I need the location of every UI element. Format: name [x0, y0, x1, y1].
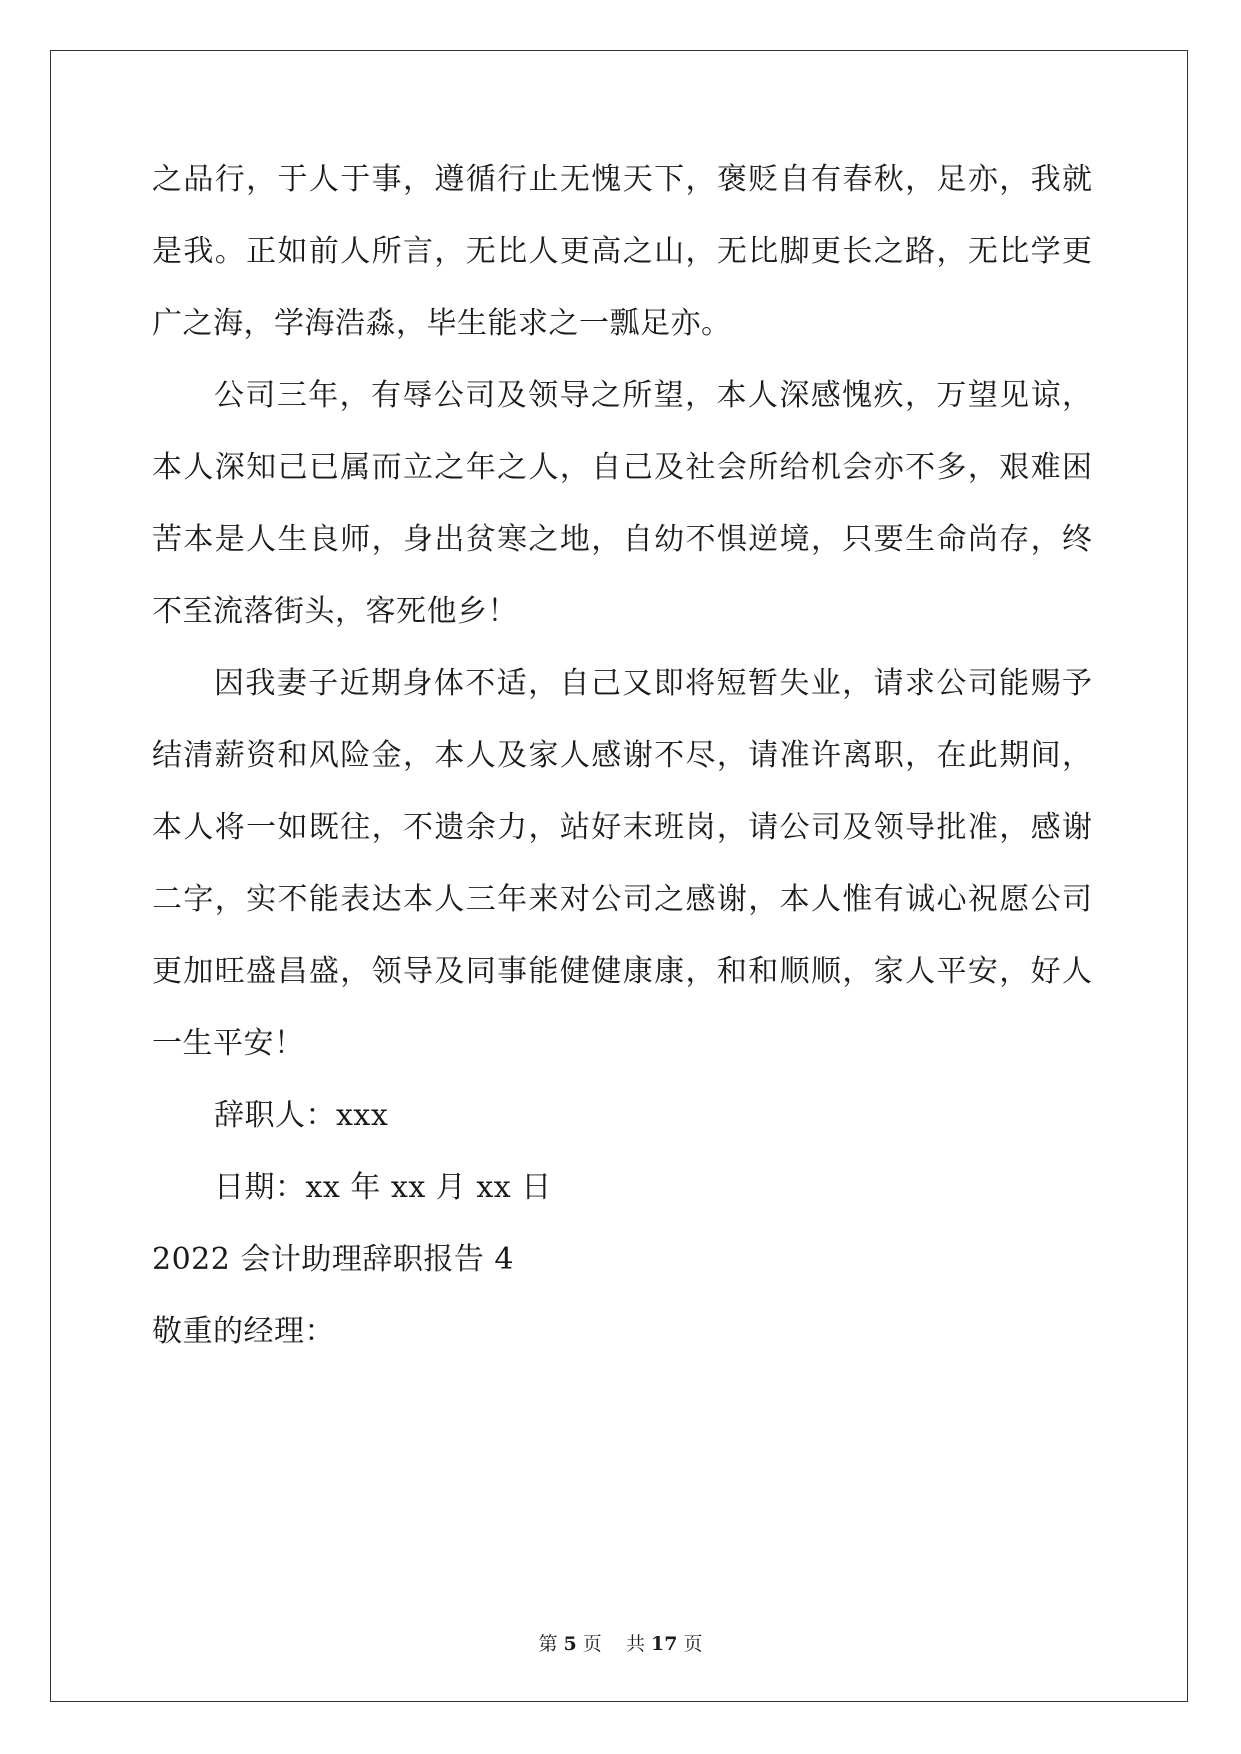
salutation: 敬重的经理：	[152, 1314, 335, 1349]
paragraph-line: 本人深知己已属而立之年之人，自己及社会所给机会亦不多，艰难困	[152, 450, 1092, 485]
section-heading: 2022 会计助理辞职报告 4	[152, 1242, 515, 1277]
page-number: 5	[563, 1633, 577, 1655]
total-prefix: 共	[625, 1633, 645, 1655]
page-border	[50, 50, 1188, 1702]
page-suffix: 页	[582, 1633, 602, 1655]
paragraph-line: 因我妻子近期身体不适，自己又即将短暂失业，请求公司能赐予	[214, 666, 1092, 701]
paragraph-line: 不至流落街头，客死他乡！	[152, 594, 518, 629]
paragraph-line: 结清薪资和风险金，本人及家人感谢不尽，请准许离职，在此期间，	[152, 738, 1092, 773]
date-line: 日期：xx 年 xx 月 xx 日	[214, 1170, 552, 1205]
paragraph-line: 是我。正如前人所言，无比人更高之山，无比脚更长之路，无比学更	[152, 234, 1092, 269]
paragraph-line: 更加旺盛昌盛，领导及同事能健健康康，和和顺顺，家人平安，好人	[152, 954, 1092, 989]
page-footer	[0, 1632, 1241, 1656]
paragraph-line: 之品行，于人于事，遵循行止无愧天下，褒贬自有春秋，足亦，我就	[152, 162, 1092, 197]
page-prefix: 第	[538, 1633, 558, 1655]
paragraph-line: 一生平安！	[152, 1026, 305, 1061]
paragraph-line: 公司三年，有辱公司及领导之所望，本人深感愧疚，万望见谅，	[214, 378, 1092, 413]
paragraph-line: 二字，实不能表达本人三年来对公司之感谢，本人惟有诚心祝愿公司	[152, 882, 1092, 917]
paragraph-line: 广之海，学海浩淼，毕生能求之一瓢足亦。	[152, 306, 732, 341]
total-suffix: 页	[683, 1633, 703, 1655]
paragraph-line: 苦本是人生良师，身出贫寒之地，自幼不惧逆境，只要生命尚存，终	[152, 522, 1092, 557]
signature-line: 辞职人：xxx	[214, 1098, 389, 1133]
total-pages: 17	[651, 1633, 678, 1655]
paragraph-line: 本人将一如既往，不遗余力，站好末班岗，请公司及领导批准，感谢	[152, 810, 1092, 845]
